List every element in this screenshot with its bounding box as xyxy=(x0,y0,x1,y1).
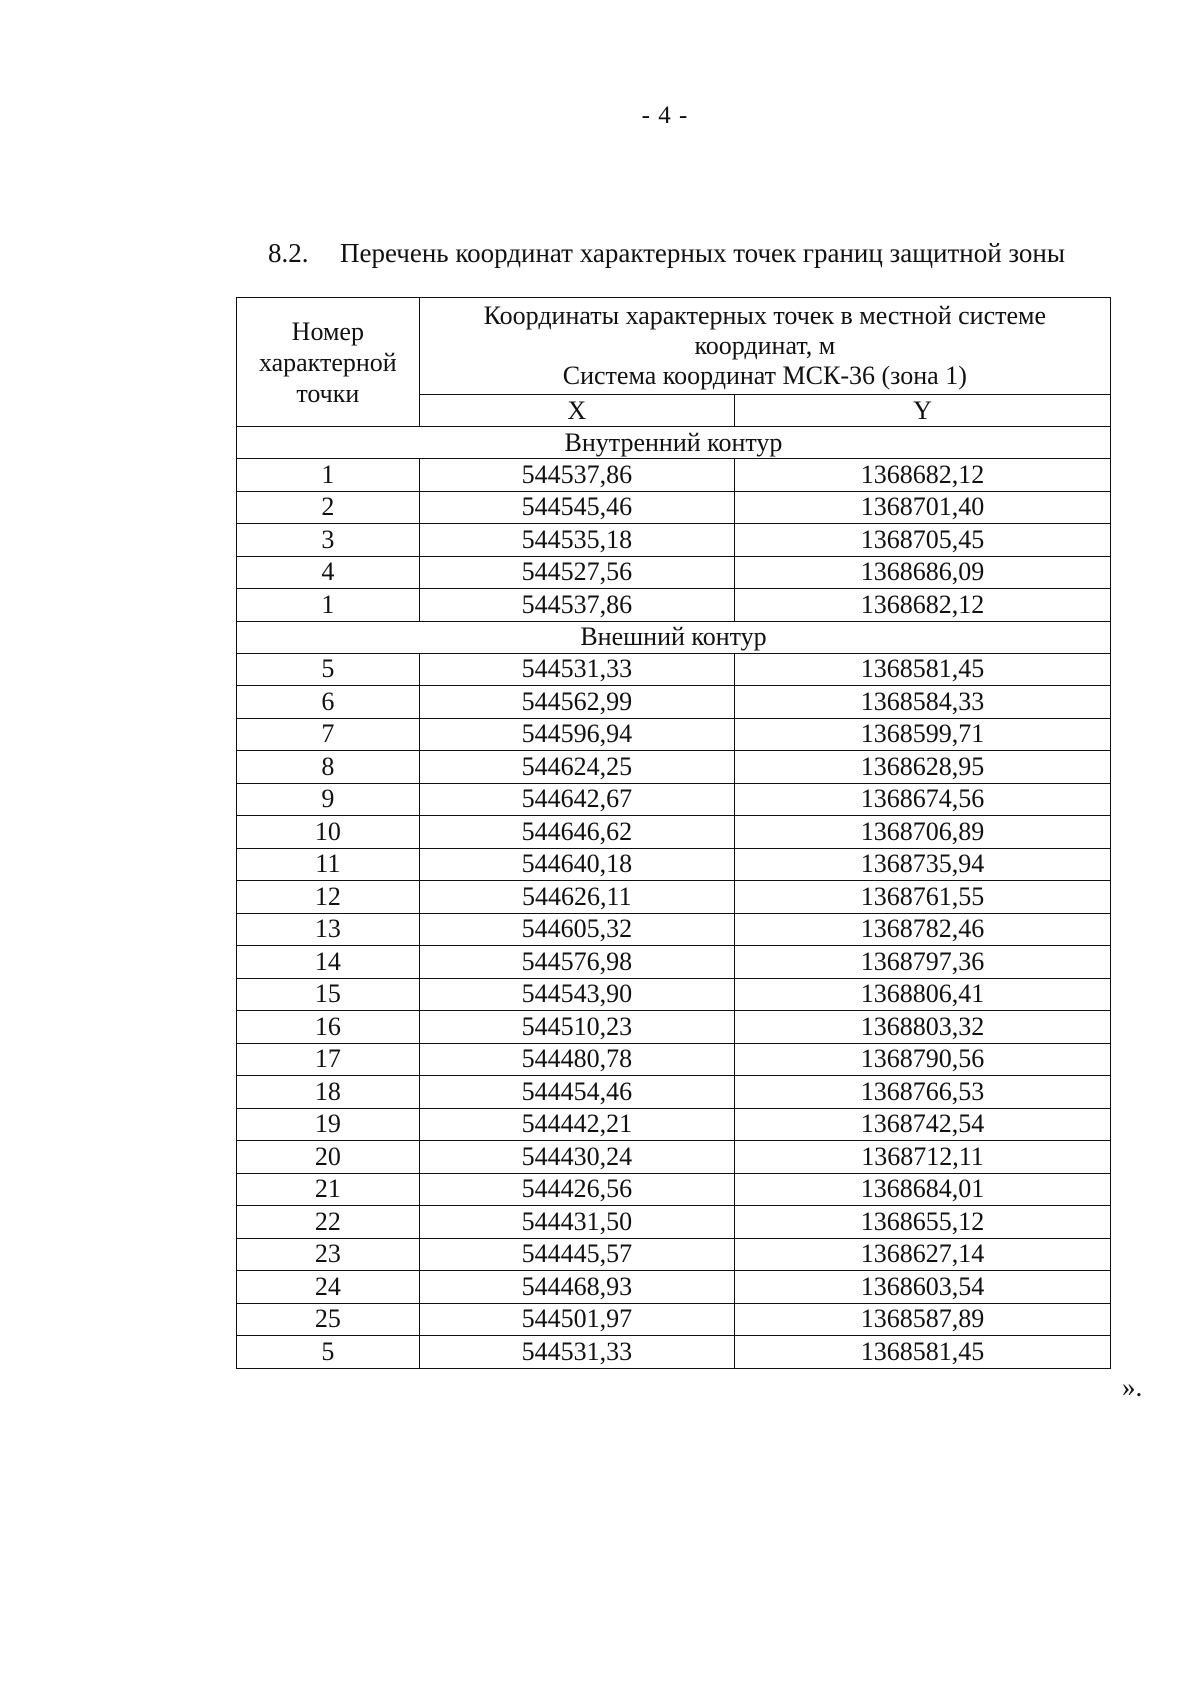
table-row xyxy=(237,783,1111,816)
table-row xyxy=(237,1303,1111,1336)
point-number-cell: 21 xyxy=(237,1173,420,1206)
table-row xyxy=(237,524,1111,557)
table-row xyxy=(237,913,1111,946)
point-number-cell: 11 xyxy=(237,848,420,881)
table-row xyxy=(237,1011,1111,1044)
point-number-cell: 24 xyxy=(237,1271,420,1304)
table-row xyxy=(237,1043,1111,1076)
point-number-cell: 18 xyxy=(237,1076,420,1109)
y-coordinate-cell: 1368581,45 xyxy=(735,1336,1111,1369)
group-title: Внешний контур xyxy=(237,621,1111,653)
table-row xyxy=(237,718,1111,751)
point-number-cell: 1 xyxy=(237,589,420,622)
header-coordinates xyxy=(419,298,1110,395)
point-number-cell: 7 xyxy=(237,718,420,751)
point-number-cell: 19 xyxy=(237,1108,420,1141)
table-row xyxy=(237,491,1111,524)
point-number-cell: 12 xyxy=(237,881,420,914)
x-coordinate-cell: 544605,32 xyxy=(419,913,734,946)
y-coordinate-cell: 1368674,56 xyxy=(735,783,1111,816)
table-row xyxy=(237,1336,1111,1369)
x-coordinate-cell: 544442,21 xyxy=(419,1108,734,1141)
y-coordinate-cell: 1368682,12 xyxy=(735,589,1111,622)
table-row xyxy=(237,848,1111,881)
y-coordinate-cell: 1368706,89 xyxy=(735,816,1111,849)
table-row xyxy=(237,1173,1111,1206)
group-row xyxy=(237,621,1111,653)
section-title: Перечень координат характерных точек границ защитной зоны xyxy=(340,238,1065,268)
y-coordinate-cell: 1368655,12 xyxy=(735,1206,1111,1239)
x-coordinate-cell: 544537,86 xyxy=(419,589,734,622)
point-number-cell: 20 xyxy=(237,1141,420,1174)
x-coordinate-cell: 544426,56 xyxy=(419,1173,734,1206)
table-header-row xyxy=(237,298,1111,395)
y-coordinate-cell: 1368705,45 xyxy=(735,524,1111,557)
table-row xyxy=(237,1206,1111,1239)
header-y: Y xyxy=(735,395,1111,427)
header-coords-line: Система координат МСК-36 (зона 1) xyxy=(562,361,967,390)
header-x: X xyxy=(419,395,734,427)
y-coordinate-cell: 1368686,09 xyxy=(735,556,1111,589)
x-coordinate-cell: 544527,56 xyxy=(419,556,734,589)
y-coordinate-cell: 1368761,55 xyxy=(735,881,1111,914)
point-number-cell: 6 xyxy=(237,686,420,719)
y-coordinate-cell: 1368742,54 xyxy=(735,1108,1111,1141)
point-number-cell: 10 xyxy=(237,816,420,849)
y-coordinate-cell: 1368584,33 xyxy=(735,686,1111,719)
point-number-cell: 13 xyxy=(237,913,420,946)
y-coordinate-cell: 1368581,45 xyxy=(735,653,1111,686)
x-coordinate-cell: 544543,90 xyxy=(419,978,734,1011)
table-row xyxy=(237,556,1111,589)
table-row xyxy=(237,881,1111,914)
table-row xyxy=(237,589,1111,622)
x-coordinate-cell: 544531,33 xyxy=(419,1336,734,1369)
point-number-cell: 5 xyxy=(237,653,420,686)
point-number-cell: 5 xyxy=(237,1336,420,1369)
x-coordinate-cell: 544431,50 xyxy=(419,1206,734,1239)
point-number-cell: 9 xyxy=(237,783,420,816)
x-coordinate-cell: 544640,18 xyxy=(419,848,734,881)
header-point-line: точки xyxy=(296,378,360,408)
x-coordinate-cell: 544596,94 xyxy=(419,718,734,751)
point-number-cell: 16 xyxy=(237,1011,420,1044)
table-row xyxy=(237,978,1111,1011)
x-coordinate-cell: 544576,98 xyxy=(419,946,734,979)
x-coordinate-cell: 544454,46 xyxy=(419,1076,734,1109)
x-coordinate-cell: 544642,67 xyxy=(419,783,734,816)
point-number-cell: 8 xyxy=(237,751,420,784)
point-number-cell: 2 xyxy=(237,491,420,524)
point-number-cell: 15 xyxy=(237,978,420,1011)
table-row xyxy=(237,653,1111,686)
x-coordinate-cell: 544535,18 xyxy=(419,524,734,557)
y-coordinate-cell: 1368735,94 xyxy=(735,848,1111,881)
header-coords-line: координат, м xyxy=(694,331,836,360)
y-coordinate-cell: 1368587,89 xyxy=(735,1303,1111,1336)
y-coordinate-cell: 1368712,11 xyxy=(735,1141,1111,1174)
group-title: Внутренний контур xyxy=(237,427,1111,459)
table-row xyxy=(237,459,1111,492)
y-coordinate-cell: 1368627,14 xyxy=(735,1238,1111,1271)
point-number-cell: 17 xyxy=(237,1043,420,1076)
header-coords-line: Координаты характерных точек в местной системе xyxy=(483,301,1047,330)
header-point-line: характерной xyxy=(258,347,397,377)
table-row xyxy=(237,686,1111,719)
point-number-cell: 4 xyxy=(237,556,420,589)
y-coordinate-cell: 1368682,12 xyxy=(735,459,1111,492)
point-number-cell: 3 xyxy=(237,524,420,557)
table-row xyxy=(237,1076,1111,1109)
x-coordinate-cell: 544510,23 xyxy=(419,1011,734,1044)
x-coordinate-cell: 544562,99 xyxy=(419,686,734,719)
y-coordinate-cell: 1368803,32 xyxy=(735,1011,1111,1044)
point-number-cell: 1 xyxy=(237,459,420,492)
header-point-number xyxy=(237,298,420,427)
table-row xyxy=(237,1238,1111,1271)
y-coordinate-cell: 1368797,36 xyxy=(735,946,1111,979)
y-coordinate-cell: 1368782,46 xyxy=(735,913,1111,946)
table-row xyxy=(237,1141,1111,1174)
table-row xyxy=(237,1271,1111,1304)
x-coordinate-cell: 544531,33 xyxy=(419,653,734,686)
closing-quote: ». xyxy=(1122,1372,1143,1402)
table-row xyxy=(237,1108,1111,1141)
table-row xyxy=(237,751,1111,784)
x-coordinate-cell: 544430,24 xyxy=(419,1141,734,1174)
group-row xyxy=(237,427,1111,459)
coordinates-table xyxy=(236,297,1111,1369)
x-coordinate-cell: 544545,46 xyxy=(419,491,734,524)
x-coordinate-cell: 544480,78 xyxy=(419,1043,734,1076)
x-coordinate-cell: 544646,62 xyxy=(419,816,734,849)
table-row xyxy=(237,946,1111,979)
y-coordinate-cell: 1368684,01 xyxy=(735,1173,1111,1206)
y-coordinate-cell: 1368701,40 xyxy=(735,491,1111,524)
x-coordinate-cell: 544501,97 xyxy=(419,1303,734,1336)
header-point-line: Номер xyxy=(291,316,364,346)
page-number: - 4 - xyxy=(641,102,689,129)
point-number-cell: 22 xyxy=(237,1206,420,1239)
section-number: 8.2. xyxy=(268,238,309,268)
section-heading xyxy=(268,238,1065,269)
y-coordinate-cell: 1368806,41 xyxy=(735,978,1111,1011)
y-coordinate-cell: 1368790,56 xyxy=(735,1043,1111,1076)
point-number-cell: 14 xyxy=(237,946,420,979)
x-coordinate-cell: 544445,57 xyxy=(419,1238,734,1271)
x-coordinate-cell: 544624,25 xyxy=(419,751,734,784)
table-row xyxy=(237,816,1111,849)
x-coordinate-cell: 544537,86 xyxy=(419,459,734,492)
y-coordinate-cell: 1368603,54 xyxy=(735,1271,1111,1304)
point-number-cell: 23 xyxy=(237,1238,420,1271)
x-coordinate-cell: 544626,11 xyxy=(419,881,734,914)
y-coordinate-cell: 1368599,71 xyxy=(735,718,1111,751)
point-number-cell: 25 xyxy=(237,1303,420,1336)
coordinates-table-body xyxy=(237,298,1111,1369)
y-coordinate-cell: 1368766,53 xyxy=(735,1076,1111,1109)
x-coordinate-cell: 544468,93 xyxy=(419,1271,734,1304)
y-coordinate-cell: 1368628,95 xyxy=(735,751,1111,784)
